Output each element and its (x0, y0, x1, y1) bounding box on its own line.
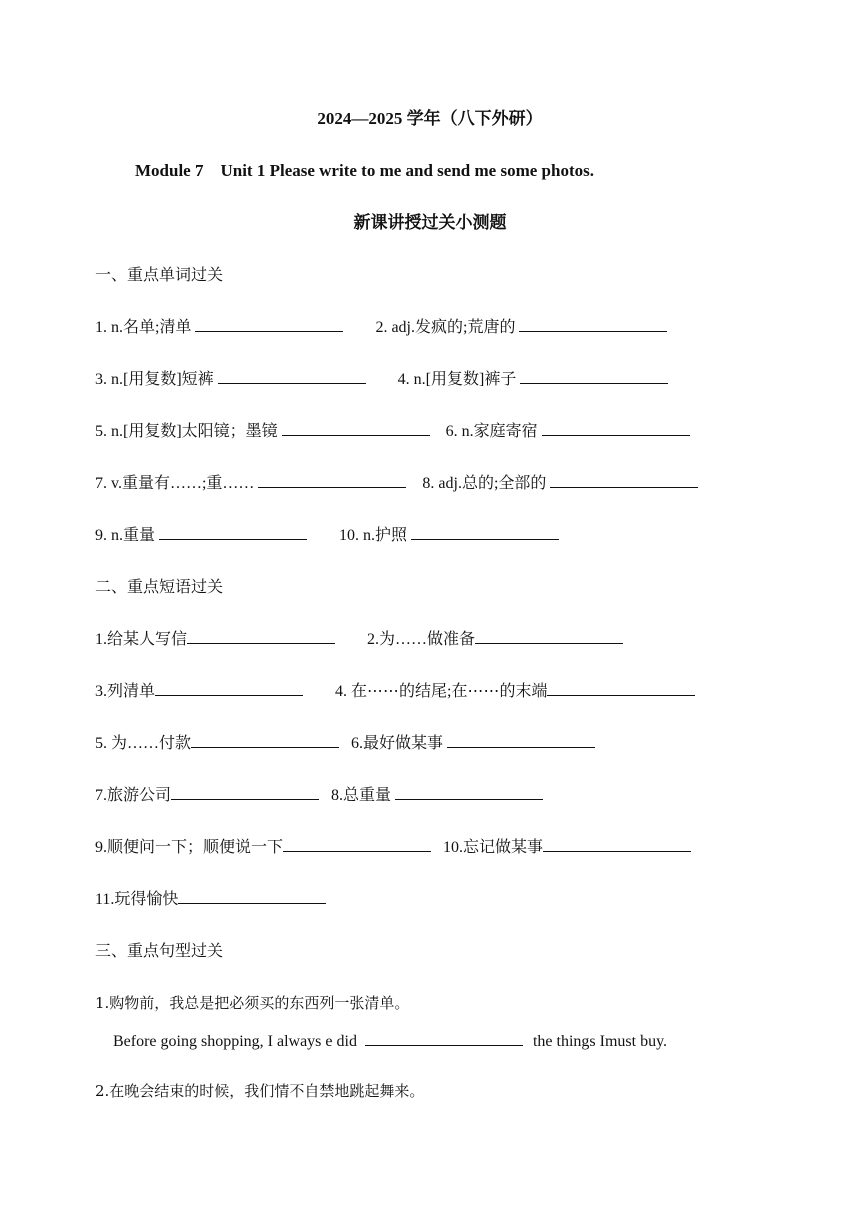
phrase-item-number: 7. (95, 787, 107, 804)
word-item-number: 3. (95, 371, 107, 388)
phrase-item-number: 9. (95, 839, 107, 856)
answer-blank[interactable] (218, 368, 366, 384)
word-item-text: n.[用复数]太阳镜；墨镜 (111, 423, 278, 440)
word-row-1 (95, 316, 667, 339)
word-row-5 (95, 524, 559, 547)
phrase-item-10 (443, 836, 691, 859)
phrase-item-text: 在⋯⋯的结尾;在⋯⋯的末端 (351, 683, 548, 700)
answer-blank[interactable] (283, 836, 431, 852)
section-heading-sentences: 三、重点句型过关 (95, 941, 224, 960)
word-item-5 (95, 420, 430, 443)
word-item-number: 7. (95, 475, 107, 492)
answer-blank[interactable] (542, 420, 690, 436)
word-item-9 (95, 524, 307, 547)
word-item-number: 9. (95, 527, 107, 544)
word-item-2 (375, 316, 667, 339)
sentence-1-english (113, 1030, 667, 1053)
phrase-row-2 (95, 680, 695, 703)
phrase-item-7 (95, 784, 319, 807)
phrase-item-number: 2. (367, 631, 380, 648)
answer-blank[interactable] (475, 628, 623, 644)
word-item-number: 10. (339, 527, 360, 544)
word-item-text: n.名单;清单 (111, 319, 192, 336)
answer-blank[interactable] (187, 628, 335, 644)
phrase-item-2 (367, 628, 623, 651)
word-item-number: 5. (95, 423, 107, 440)
phrase-item-9 (95, 836, 431, 859)
phrase-row-5 (95, 836, 691, 859)
answer-blank[interactable] (411, 524, 559, 540)
word-item-text: n.重量 (111, 527, 156, 544)
quiz-title: 新课讲授过关小测题 (353, 213, 507, 233)
phrase-item-text: 忘记做某事 (463, 839, 544, 856)
word-item-text: v.重量有……;重…… (111, 475, 255, 492)
phrase-item-11 (95, 888, 326, 911)
phrase-item-number: 6. (351, 735, 364, 752)
phrase-item-text: 给某人写信 (107, 631, 188, 648)
word-item-8 (422, 472, 698, 495)
answer-blank[interactable] (191, 732, 339, 748)
phrase-item-text: 旅游公司 (107, 787, 172, 804)
phrase-item-4 (335, 680, 695, 703)
word-item-text: adj.总的;全部的 (438, 475, 547, 492)
phrase-item-text: 顺便问一下；顺便说一下 (107, 839, 284, 856)
word-item-text: n.护照 (363, 527, 408, 544)
sentence-1-english-before: Before going shopping, I always e did (113, 1033, 357, 1050)
word-item-7 (95, 472, 406, 495)
sentence-1-english-after: the things Imust buy. (532, 1033, 668, 1050)
word-item-10 (339, 524, 559, 547)
answer-blank[interactable] (282, 420, 430, 436)
phrase-item-text: 总重量 (343, 787, 392, 804)
year-title: 2024—2025 学年（八下外研） (317, 109, 543, 128)
word-item-text: n.[用复数]短裤 (111, 371, 214, 388)
answer-blank[interactable] (195, 316, 343, 332)
answer-blank[interactable] (543, 836, 691, 852)
phrase-item-8 (331, 784, 543, 807)
word-item-1 (95, 316, 343, 339)
phrase-row-3 (95, 732, 595, 755)
answer-blank[interactable] (550, 472, 698, 488)
word-item-number: 8. (422, 475, 435, 492)
phrase-item-text: 列清单 (107, 683, 156, 700)
word-item-text: n.家庭寄宿 (461, 423, 538, 440)
word-item-4 (398, 368, 669, 391)
phrase-item-number: 5. (95, 735, 107, 752)
sentence-2-chinese: 2.在晚会结束的时候，我们情不自禁地跳起舞来。 (95, 1082, 425, 1100)
word-row-4 (95, 472, 698, 495)
phrase-item-number: 1. (95, 631, 107, 648)
word-item-text: n.[用复数]裤子 (413, 371, 517, 388)
answer-blank[interactable] (447, 732, 595, 748)
phrase-item-text: 玩得愉快 (114, 891, 179, 908)
word-item-3 (95, 368, 366, 391)
word-item-6 (446, 420, 690, 443)
phrase-row-4 (95, 784, 543, 807)
phrase-item-6 (351, 732, 595, 755)
phrase-item-text: 为……做准备 (379, 631, 476, 648)
answer-blank[interactable] (520, 368, 668, 384)
phrase-row-6 (95, 888, 326, 911)
section-heading-phrases: 二、重点短语过关 (95, 577, 224, 596)
answer-blank[interactable] (159, 524, 307, 540)
phrase-item-3 (95, 680, 303, 703)
phrase-item-number: 10. (443, 839, 464, 856)
answer-blank[interactable] (547, 680, 695, 696)
phrase-item-number: 4. (335, 683, 348, 700)
answer-blank[interactable] (395, 784, 543, 800)
word-row-2 (95, 368, 668, 391)
answer-blank[interactable] (171, 784, 319, 800)
answer-blank[interactable] (519, 316, 667, 332)
section-heading-words: 一、重点单词过关 (95, 265, 224, 284)
phrase-row-1 (95, 628, 623, 651)
module-title: Module 7 Unit 1 Please write to me and send me some photos. (135, 161, 594, 180)
answer-blank[interactable] (258, 472, 406, 488)
answer-blank[interactable] (365, 1030, 523, 1046)
phrase-item-number: 3. (95, 683, 107, 700)
answer-blank[interactable] (155, 680, 303, 696)
word-item-number: 2. (375, 319, 388, 336)
phrase-item-1 (95, 628, 335, 651)
word-item-number: 1. (95, 319, 107, 336)
word-row-3 (95, 420, 690, 443)
phrase-item-text: 为……付款 (111, 735, 192, 752)
word-item-number: 6. (445, 423, 458, 440)
answer-blank[interactable] (178, 888, 326, 904)
sentence-1-chinese: 1.购物前，我总是把必须买的东西列一张清单。 (95, 994, 410, 1012)
phrase-item-number: 11. (95, 891, 115, 908)
phrase-item-text: 最好做某事 (363, 735, 444, 752)
word-item-number: 4. (397, 371, 410, 388)
phrase-item-5 (95, 732, 339, 755)
word-item-text: adj.发疯的;荒唐的 (391, 319, 516, 336)
phrase-item-number: 8. (331, 787, 344, 804)
